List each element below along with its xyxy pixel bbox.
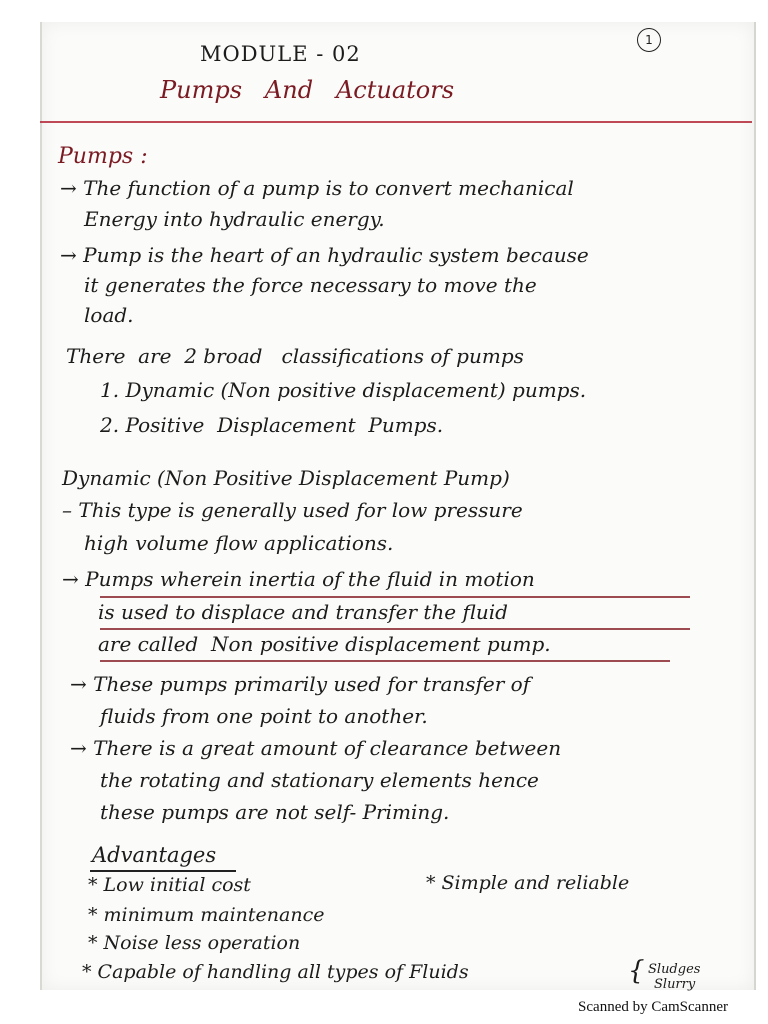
highlight-underline-3 — [100, 660, 670, 662]
intro-line-1: → The function of a pump is to convert mechanical — [60, 176, 574, 200]
fluid-brace: { — [628, 956, 645, 986]
classification-line-3: 2. Positive Displacement Pumps. — [100, 413, 444, 437]
classification-line-1: There are 2 broad classifications of pumps — [66, 344, 524, 368]
intro-line-2: Energy into hydraulic energy. — [84, 207, 385, 231]
page-number: 1 — [637, 28, 661, 52]
advantages-heading: Advantages — [92, 843, 217, 867]
advantage-item-2: * Simple and reliable — [426, 872, 630, 894]
fluid-type-slurry: Slurry — [654, 977, 696, 992]
pumps-heading: Pumps : — [58, 144, 148, 169]
dynamic-line-4: is used to displace and transfer the fluid — [98, 600, 508, 624]
dynamic-line-1: – This type is generally used for low pressure — [62, 498, 523, 522]
module-heading: MODULE - 02 — [200, 42, 361, 66]
highlight-underline-1 — [100, 596, 690, 598]
fluid-type-sludges: Sludges — [648, 962, 701, 977]
dynamic-line-8: → There is a great amount of clearance between — [70, 736, 562, 760]
dynamic-line-3: → Pumps wherein inertia of the fluid in motion — [62, 567, 535, 591]
advantage-item-3: * minimum maintenance — [88, 904, 325, 926]
dynamic-line-10: these pumps are not self- Priming. — [100, 800, 450, 824]
intro-line-4: it generates the force necessary to move the — [84, 273, 537, 297]
dynamic-heading: Dynamic (Non Positive Displacement Pump) — [62, 466, 510, 490]
page-title: Pumps And Actuators — [160, 76, 455, 104]
dynamic-line-5: are called Non positive displacement pump. — [98, 632, 551, 656]
advantages-underline — [90, 870, 236, 872]
intro-line-3: → Pump is the heart of an hydraulic system because — [60, 243, 589, 267]
highlight-underline-2 — [100, 628, 690, 630]
scanner-watermark: Scanned by CamScanner — [578, 999, 728, 1015]
dynamic-line-2: high volume flow applications. — [84, 531, 394, 555]
intro-line-5: load. — [84, 303, 134, 327]
advantage-item-5: * Capable of handling all types of Fluids — [82, 961, 469, 983]
advantage-item-1: * Low initial cost — [88, 874, 251, 896]
dynamic-line-6: → These pumps primarily used for transfer of — [70, 672, 531, 696]
advantage-item-4: * Noise less operation — [88, 932, 301, 954]
header-rule — [40, 121, 752, 123]
dynamic-line-9: the rotating and stationary elements hence — [100, 768, 539, 792]
dynamic-line-7: fluids from one point to another. — [100, 704, 428, 728]
classification-line-2: 1. Dynamic (Non positive displacement) pumps. — [100, 378, 587, 402]
